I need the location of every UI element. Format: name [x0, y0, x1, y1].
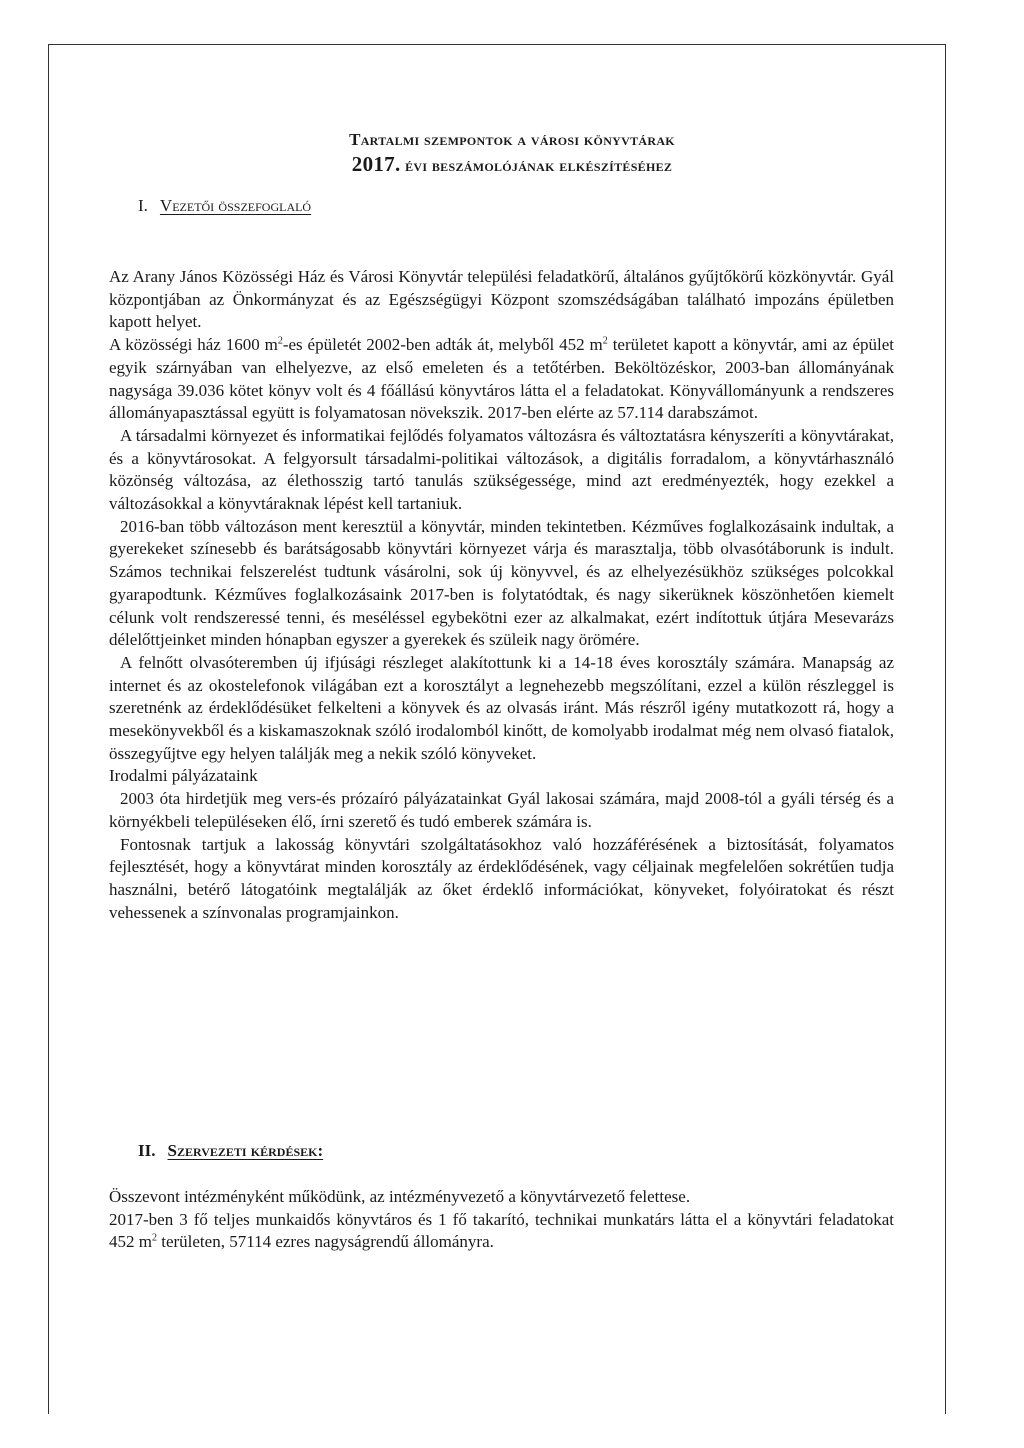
section-number: I.: [138, 196, 148, 215]
superscript: 2: [277, 335, 283, 347]
document-title-year: 2017.: [351, 152, 401, 176]
section-title: Vezetői összefoglaló: [159, 196, 312, 215]
organization-body: [109, 1186, 894, 1254]
section-heading-organization: [138, 1141, 323, 1161]
superscript: 2: [151, 1232, 157, 1244]
paragraph: Az Arany János Közösségi Ház és Városi Könyvtár települési feladatkörű, általános gyűjtőkörű közkönyvtár. Gyál központjában az Önkormányzat és az Egészségügyi Központ szomszédságában található impozáns épületben kapott helyet.: [109, 267, 894, 332]
document-title-line-1: Tartalmi szempontok a városi könyvtárak: [349, 130, 675, 149]
section-heading-summary: [138, 196, 311, 216]
paragraph: A felnőtt olvasóteremben új ifjúsági részleget alakítottunk ki a 14-18 éves korosztály számára. Manapság az internet és az okostelefonok világában ezt a korosztályt a legnehezebb megszólítani, ezzel a külön részleggel is szeretnénk az érdeklődésüket felkelteni a könyvek és az olvasás iránt. Más részről igény mutatkozott rá, hogy a mesekönyvekből és a kiskamaszoknak szóló irodalomból kinőtt, de komolyabb irodalmat még nem olvasó fiatalok, összegyűjtve egy helyen találják meg a nekik szóló könyveket.: [109, 652, 894, 763]
paragraph-subheading: Irodalmi pályázataink: [109, 766, 258, 786]
section-number: II.: [138, 1141, 156, 1160]
paragraph: Fontosnak tartjuk a lakosság könyvtári szolgáltatásokhoz való hozzáférésének a biztosítását, folyamatos fejlesztését, hogy a könyvtárat minden korosztály az érdeklődésének, vagy céljainak megfelelően sokrétűen tudja használni, betérő látogatóink megtalálják az őket érdeklő információkat, könyveket, folyóiratokat és részt vehessenek a színvonalas programjainkon.: [109, 834, 894, 922]
paragraph: 2017-ben 3 fő teljes munkaidős könyvtáros és 1 fő takarító, technikai munkatárs látta el a könyvtári feladatokat 452 $m^2$ területen, 57114 ezres nagyságrendű állományra.: [109, 1209, 894, 1252]
paragraph: Összevont intézményként működünk, az intézményvezető a könyvtárvezető felettese.: [109, 1187, 691, 1206]
paragraph: A társadalmi környezet és informatikai fejlődés folyamatos változásra és változtatásra kényszeríti a könyvtárakat, és a könyvtárosokat. A felgyorsult társadalmi-politikai változások, a digitális forradalom, a könyvtárhasználó közönség változása, az élethosszig tartó tanulás szükségessége, mind azt eredményezték, hogy ezekkel a változásokkal a könyvtáraknak lépést kell tartaniuk.: [109, 425, 894, 514]
superscript: 2: [602, 335, 608, 347]
document-title-rest: évi beszámolójának elkészítéséhez: [405, 156, 673, 175]
paragraph: 2016-ban több változáson ment keresztül a könyvtár, minden tekintetben. Kézműves foglalkozásaink indultak, a gyerekeket színesebb és barátságosabb könyvtári környezet várja és marasztalja, több olvasótáborunk is indult. Számos technikai felszerelést tudtunk vásárolni, sok új könyvvel, és az elhelyezésükhöz szükséges polcokkal gyarapodtunk. Kézműves foglalkozásaink 2017-ben is folytatódtak, és nagy sikerüknek köszönhetően kiemelt célunk volt rendszeressé tenni, és meséléssel egybekötni ezer az alkalmakat, ezért indítottuk útjára Mesevarázs délelőttjeinket minden hónapban egyszer a gyerekek és szüleik nagy örömére.: [109, 516, 894, 650]
document-title-line-2: [0, 152, 1024, 177]
paragraph: A közösségi ház 1600 $m^2-es$ épületét 2002-ben adták át, melyből 452 $m^2$ területet kapott a könyvtár, ami az épület egyik szárnyában van elhelyezve, az első emeleten és a tetőtérben. Beköltözéskor, 2003-ban állományának nagysága 39.036 kötet könyv volt és 4 főállású könyvtáros látta el a feladatokat. Könyvállományunk a rendszeres állományapasztással együtt is folyamatosan növekszik. 2017-ben elérte az 57.114 darabszámot.: [109, 335, 894, 423]
section-title: Szervezeti kérdések:: [167, 1141, 324, 1160]
paragraph: 2003 óta hirdetjük meg vers-és prózaíró pályázatainkat Gyál lakosai számára, majd 2008-tól a gyáli térség és a környékbeli településeken élő, írni szerető és tudó emberek számára is.: [109, 789, 894, 831]
summary-body: [109, 266, 894, 924]
